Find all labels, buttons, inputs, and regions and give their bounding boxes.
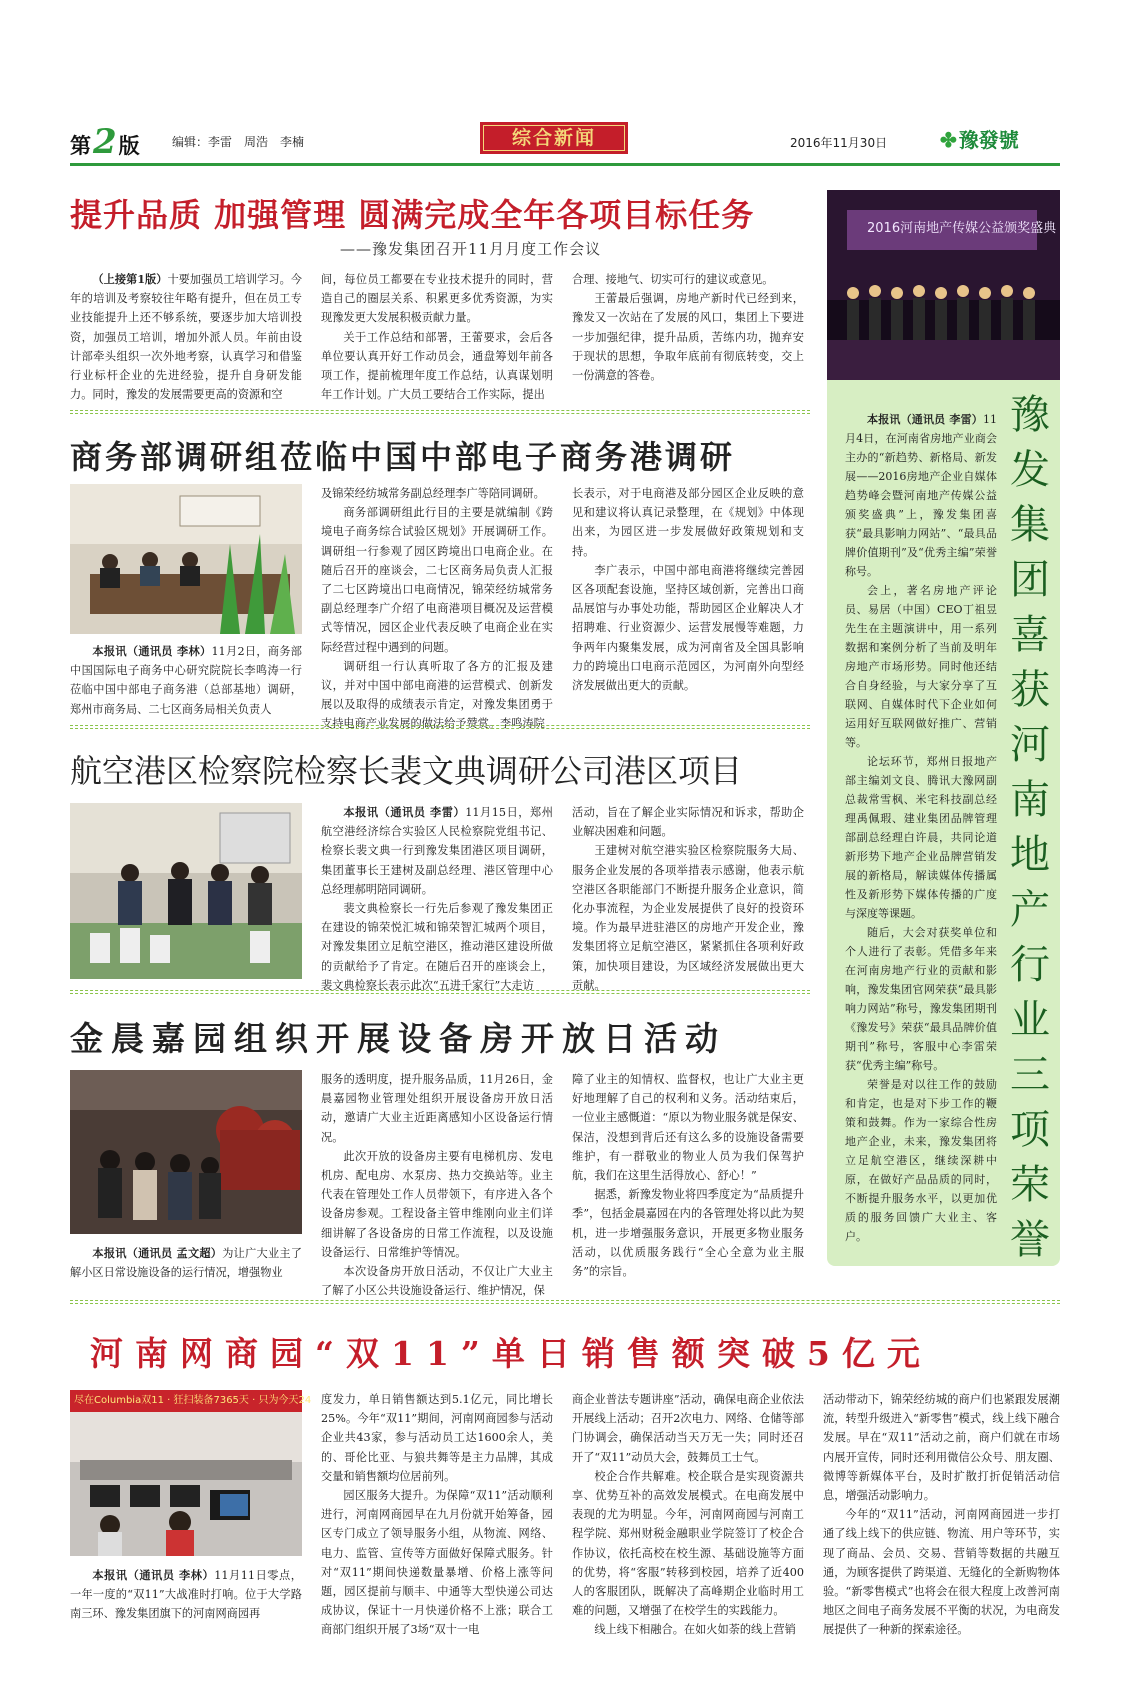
article-4-col-2: 障了业主的知情权、监督权，也让广大业主更好地理解了自己的权利和义务。活动结束后，一位业主感慨道：“原以为物业服务就是保安、保洁，没想到背后还有这么多的设施设备需要维护，有一群敬业的物业人员为我们保驾护航，我们在这里生活得放心、舒心！” 据悉，新豫发物业将四季度定为“品质提升季”，包括金晨嘉园在内的各管理处将以此为契机，进一步增强服务意识，开展更多物业服务活动，以优质服务践行“全心全意为业主服务”的宗旨。 [572,1073,804,1279]
equipment-room-photo [70,1070,302,1234]
award-banner-text: 2016河南地产传媒公益颁奖盛典 [867,221,1057,236]
article-4-title: 金晨嘉园组织开展设备房开放日活动 [70,1019,726,1058]
sidebar-body: 本报讯（通讯员 李雷）11月4日，在河南省房地产业商会主办的“新趋势、新格局、新发展——2016房地产企业自媒体趋势峰会暨河南地产传媒公益颁奖盛典”上，豫发集团喜获“最具影响力网站”、“最具品牌价值期刊”及“优秀主编”荣誉称号。 会上，著名房地产评论员、易居（中国）CEO丁祖昱先生在主题演讲中，用一系列数据和案例分析了当前及明年房地产市场形势。同时他还结合自身经验，与大家分享了互联网、自媒体时代下企业如何运用好互联网做好推广、营销等。 论坛环节，郑州日报地产部主编刘文良、腾讯大豫网副总裁常雪枫、米宅科技副总经理禹佩瑕、建业集团品牌管理部副总经理白许晨，共同论道新形势下地产企业品牌营销发展的新格局，解读媒体传播属性及新形势下媒体传播的广度与深度等课题。 随后，大会对获奖单位和个人进行了表彰。凭借多年来在河南房地产行业的贡献和影响，豫发集团官网荣获“最具影响力网站”称号，豫发集团期刊《豫发号》荣获“最具品牌价值期刊”称号，客服中心李雷荣获“优秀主编”称号。 荣誉是对以往工作的鼓励和肯定，也是对下步工作的鞭策和鼓舞。作为一家综合性房地产企业，未来，豫发集团将立足航空港区，继续深耕中原，在做好产品品质的同时，不断提升服务水平，以更加优质的服务回馈广大业主、客户。 [845,413,997,1243]
article-5-col-1: 度发力，单日销售额达到5.1亿元，同比增长25%。今年“双11”期间，河南网商园参与活动企业共43家，参与活动员工达1600余人，美的、哥伦比亚、与狼共舞等是主力品牌，其成交量和销售额均位居前列。 园区服务大提升。为保障“双11”活动顺利进行，河南网商园早在九月份就开始筹备，园区专门成立了领导服务小组，从物流、网络、电力、监管、宣传等方面做好保障式服务。针对“双11”期间快递数量暴增、价格上涨等问题，园区提前与顺丰、中通等大型快递公司达成协议，保证十一月快递价格不上涨；联合工商部门组织开展了3场“双十一电 [321,1393,553,1637]
article-5-title: 河南网商园“双11”单日销售额突破5亿元 [90,1334,932,1373]
article-1-subtitle: ——豫发集团召开11月月度工作会议 [340,240,602,258]
article-2-col-2: 长表示，对于电商港及部分园区企业反映的意见和建议将认真记录整理，在《规划》中体现出来，为园区进一步发展做好政策规划和支持。 李广表示，中国中部电商港将继续完善园区各项配套设施，坚持区域创新，完善出口商品展馆与办事处功能，帮助园区企业解决人才招聘难、行业资源少、运营发展慢等难题，力争两年内聚集发展，成为河南省及全国具影响力的跨境出口电商示范园区，为河南外向型经济发展做出更大的贡献。 [572,487,804,693]
section-label: 综合新闻 [480,122,628,154]
photo-banner-text: 尽在Columbia双11 · 狂扫装备7365天 · 只为今天24 [74,1395,312,1406]
divider [70,410,810,414]
article-5-caption: 本报讯（通讯员 李林）11月11日零点，一年一度的“双11”大战准时打响。位于大学路南三环、豫发集团旗下的河南网商园再 [70,1568,302,1621]
edition-label: 第2版 [70,122,140,162]
article-2-title: 商务部调研组莅临中国中部电子商务港调研 [70,438,736,476]
article-1-title: 提升品质 加强管理 圆满完成全年各项目标任务 [70,196,755,234]
site-visit-photo [70,803,302,979]
article-3-col-1: 本报讯（通讯员 李雷）11月15日，郑州航空港经济综合实验区人民检察院党组书记、检察长裴文典一行到豫发集团港区项目调研，集团董事长王建树及副总经理、港区管理中心总经理郝明陪同调研。 裴文典检察长一行先后参观了豫发集团正在建设的锦荣悦汇城和锦荣智汇城两个项目，对豫发集团立足航空港区，推动港区建设所做的贡献给予了肯定。在随后召开的座谈会上，裴文典检察长表示此次“五进千家行”大走访 [321,805,553,992]
divider [70,1300,1060,1304]
article-5-col-2: 商企业普法专题讲座”活动，确保电商企业依法开展线上活动；召开2次电力、网络、仓储等部门协调会，确保活动当天万无一失；同时还召开了“双11”动员大会，鼓舞员工士气。 校企合作共解难。校企联合是实现资源共享、优势互补的高效发展模式。在电商发展中表现的尤为明显。今年，河南网商园与河南工程学院、郑州财税金融职业学院签订了校企合作协议，依托高校在校生源、基础设施等方面的优势，将“客服”转移到校园，培养了近400人的客服团队，既解决了高峰期企业临时用工难的问题，又增强了在校学生的实践能力。 线上线下相融合。在如火如荼的线上营销 [572,1393,804,1637]
brand-logo: ✤ 豫發號 [940,128,1019,152]
article-1-col-1: （上接第1版）十要加强员工培训学习。今年的培训及考察较往年略有提升，但在员工专业技能提升上还不够系统，要逐步加大培训投资，加强员工培训，增加外派人员。年前由设计部牵头组织一次外地考察，认真学习和借鉴行业标杆企业的先进经验，提升自身研发能力。同时，豫发的发展需要更高的资源和空 [70,272,302,402]
article-2-col-1: 及锦荣经纺城常务副总经理李广等陪同调研。 商务部调研组此行目的主要是就编制《跨境电子商务综合试验区规划》开展调研工作。调研组一行参观了园区跨境出口电商企业。在随后召开的座谈会，二七区商务局负责人汇报了二七区跨境出口电商情况，锦荣经纺城常务副总经理李广介绍了电商港项目概况及运营模式等情况，园区企业代表反映了电商企业在实际经营过程中遇到的问题。 调研组一行认真听取了各方的汇报及建议，并对中国中部电商港的运营模式、创新发展以及取得的成绩表示肯定，对豫发集团勇于支持电商产业发展的做法给予赞赏。李鸣涛院 [321,487,553,731]
sidebar-award-story [827,190,1060,1266]
article-3-col-2: 活动，旨在了解企业实际情况和诉求，帮助企业解决困难和问题。 王建树对航空港实验区检察院服务大局、服务企业发展的各项举措表示感谢，他表示航空港区各职能部门不断提升服务企业意识，简化办事流程，为企业发展提供了良好的投资环境。作为最早进驻港区的房地产开发企业，豫发集团将立足航空港区，紧紧抓住各项利好政策，加快项目建设，为区域经济发展做出更大贡献。 [572,806,804,992]
meeting-photo [70,484,302,634]
article-1-col-2: 间，每位员工都要在专业技术提升的同时，营造自己的圈层关系、积累更多优秀资源，为实现豫发更大发展积极贡献力量。 关于工作总结和部署，王蕾要求，会后各单位要认真开好工作动员会，通盘筹划年前各项工作，提前梳理年度工作总结，认真谋划明年工作计划。广大员工要结合工作实际，提出 [321,273,553,402]
divider [70,990,810,994]
editors-line: 编辑：李雷 周浩 李楠 [172,135,305,149]
divider [70,725,810,729]
article-3-title: 航空港区检察院检察长裴文典调研公司港区项目 [70,752,743,790]
leaf-icon: ✤ [940,128,957,152]
award-ceremony-photo [827,190,1060,380]
sidebar-vertical-title: 豫 发 集 团 喜 获 河 南 地 产 行 业 三 项 荣 誉 [1010,392,1050,1263]
page-header [70,118,1060,166]
article-4-col-1: 服务的透明度，提升服务品质，11月26日，金晨嘉园物业管理处组织开展设备房开放日活动，邀请广大业主近距离感知小区设备运行情况。 此次开放的设备房主要有电梯机房、发电机房、配电房、水泵房、热力交换站等。业主代表在管理处工作人员带领下，有序进入各个设备房参观。工程设备主管申维刚向业主们详细讲解了各设备房的日常工作流程，以及设施设备运行、日常维护等情况。 本次设备房开放日活动，不仅让广大业主了解了小区公共设施设备运行、维护情况，保 [321,1073,553,1298]
article-5-col-3: 活动带动下，锦荣经纺城的商户们也紧跟发展潮流，转型升级进入“新零售”模式，线上线下融合发展。早在“双11”活动之前，商户们就在市场内展开宣传，同时还利用微信公众号、朋友圈、微博等新媒体平台，及时扩散打折促销活动信息，增强活动影响力。 今年的“双11”活动，河南网商园进一步打通了线上线下的供应链、物流、用户等环节，实现了商品、会员、交易、营销等数据的共融互通，为顾客提供了跨渠道、无缝化的全新购物体验。“新零售模式”也将会在很大程度上改善河南地区之间电子商务发展不平衡的状况，为电商发展提供了一种新的探索途径。 [823,1393,1060,1637]
call-center-photo [70,1390,312,1556]
article-2-caption: 本报讯（通讯员 李林）11月2日，商务部中国国际电子商务中心研究院院长李鸣涛一行莅临中国中部电子商务港（总部基地）调研，郑州市商务局、二七区商务局相关负责人 [70,644,302,716]
article-4-caption: 本报讯（通讯员 孟文超）为让广大业主了解小区日常设施设备的运行情况，增强物业 [70,1246,302,1280]
article-1-col-3: 合理、接地气、切实可行的建议或意见。 王蕾最后强调，房地产新时代已经到来，豫发又一次站在了发展的风口，集团上下要进一步加强纪律，提升品质，苦练内功，抛弃安于现状的思想，争取年底前有彻底转变，交上一份满意的答卷。 [572,273,804,383]
issue-date: 2016年11月30日 [790,136,888,150]
